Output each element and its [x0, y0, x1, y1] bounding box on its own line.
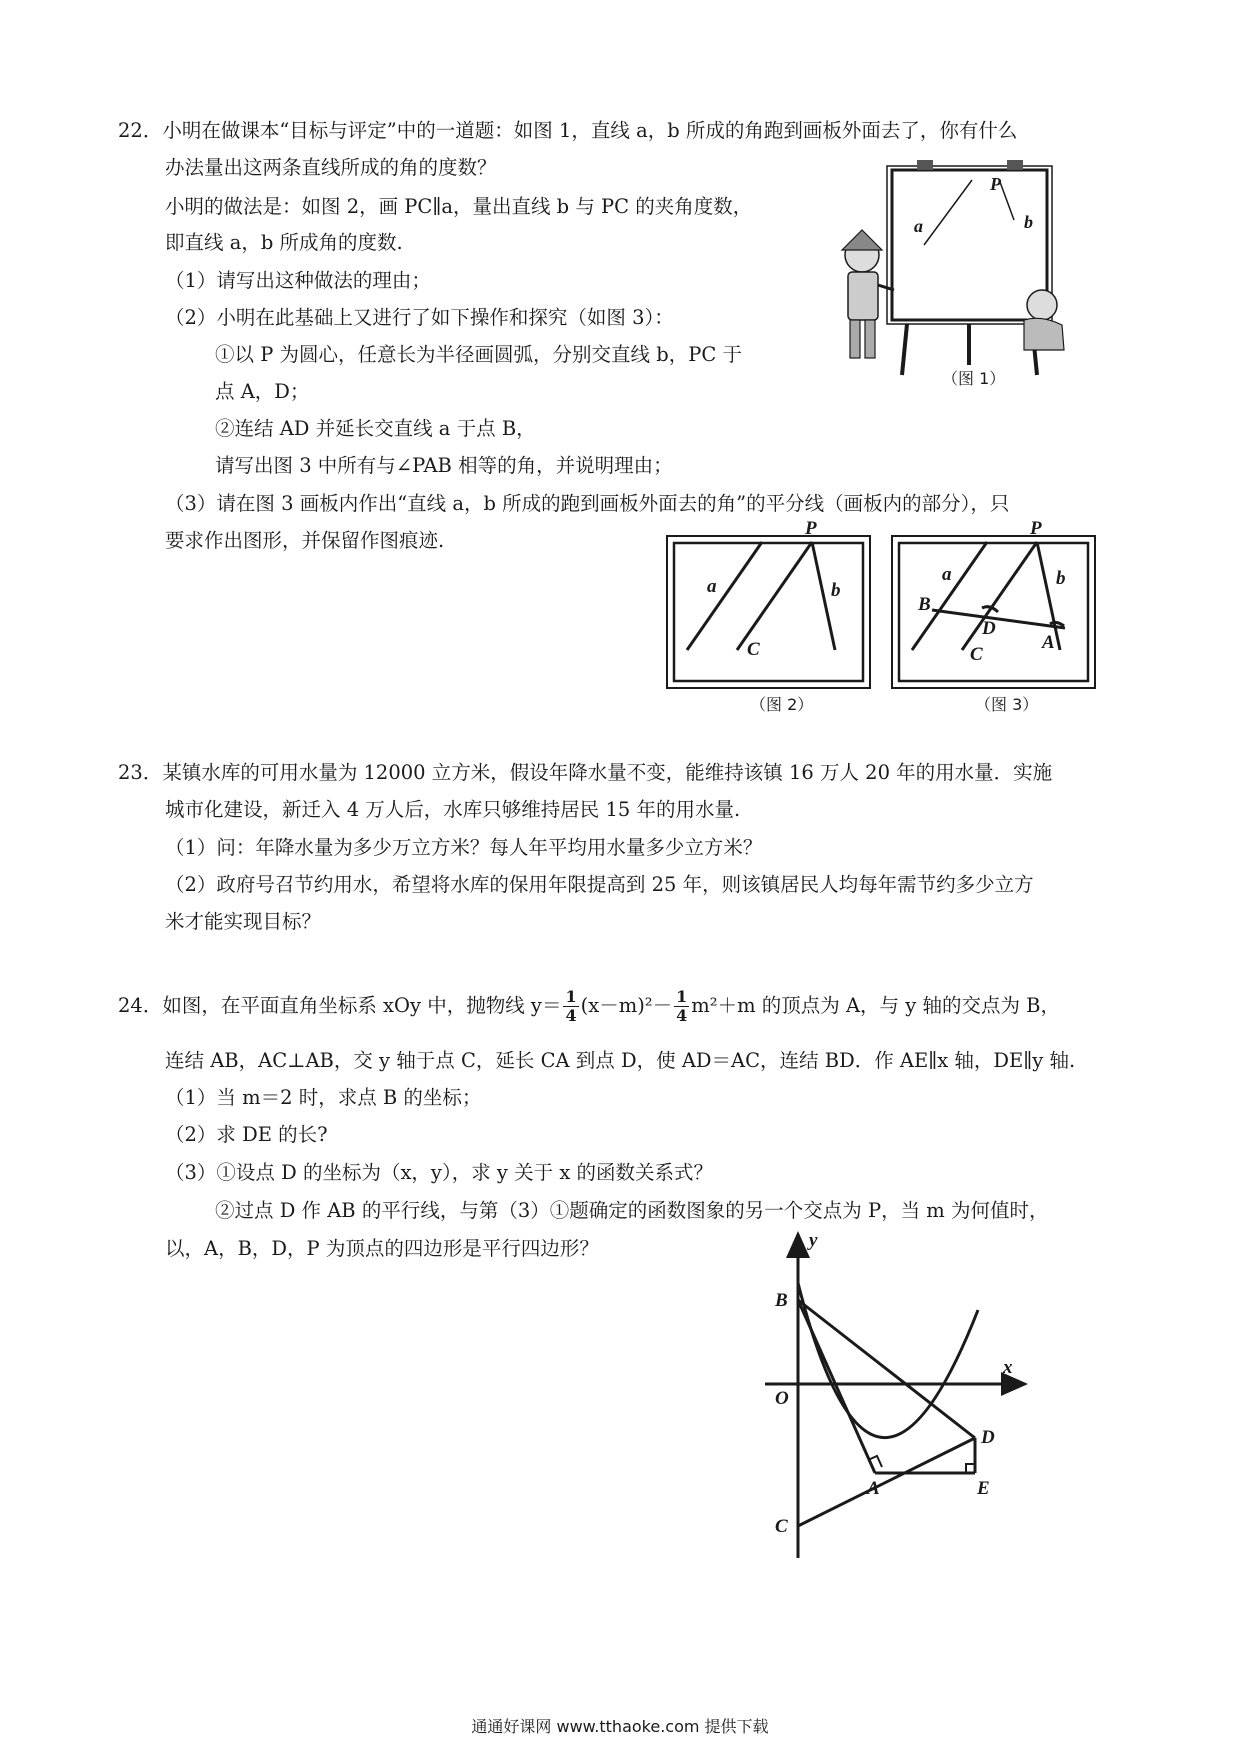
- q24-line1: 24．如图，在平面直角坐标系 xOy 中，抛物线 y＝ $\frac{1}{4}$ (x－m)²－ $\frac{1}{4}$ m²＋m 的顶点为 A，与 y 轴的交点为 B，: [118, 987, 1060, 1025]
- q24-coordinate-diagram: [755, 1228, 1055, 1568]
- fig3-label-B: B: [918, 594, 931, 615]
- q22-part2-ask: 请写出图 3 中所有与∠PAB 相等的角，并说明理由；: [215, 454, 673, 477]
- q24-part1: （1）当 m＝2 时，求点 B 的坐标；: [165, 1086, 482, 1109]
- q24-line2: 连结 AB，AC⊥AB，交 y 轴于点 C，延长 CA 到点 D，使 AD＝AC，连结 BD．作 AE∥x 轴，DE∥y 轴.: [165, 1049, 1076, 1072]
- figure-2-caption: （图 2）: [750, 695, 814, 714]
- q22-line4: 即直线 a，b 所成角的度数.: [165, 231, 403, 254]
- q22-part3-b: 要求作出图形，并保留作图痕迹.: [165, 529, 445, 552]
- q23-part1: （1）问：年降水量为多少万立方米？每人年平均用水量多少立方米？: [165, 836, 763, 859]
- q24-label-C: C: [775, 1516, 788, 1537]
- fraction-one-quarter: $\frac{1}{4}$: [565, 987, 577, 1025]
- q23-number: 23．: [118, 761, 163, 784]
- q22-line2: 办法量出这两条直线所成的角的度数？: [165, 156, 497, 179]
- q24-label-O: O: [775, 1388, 789, 1409]
- figure-3-caption: （图 3）: [975, 695, 1039, 714]
- q24-part2: （2）求 DE 的长?: [165, 1123, 328, 1146]
- figure-3: [890, 512, 1100, 692]
- page-footer: 通通好课网 www.tthaoke.com 提供下载: [471, 1717, 769, 1736]
- fig1-label-b: b: [1024, 212, 1033, 232]
- q23-line1: 23．某镇水库的可用水量为 12000 立方米，假设年降水量不变，能维持该镇 16 万人 20 年的用水量．实施: [118, 761, 1053, 784]
- fig2-label-C: C: [747, 639, 760, 660]
- q23-part2-b: 米才能实现目标？: [165, 910, 322, 933]
- fig3-label-A: A: [1042, 632, 1055, 653]
- figure-1-drawing-board: [832, 150, 1072, 380]
- q22-number: 22．: [118, 119, 163, 142]
- q24-label-A: A: [867, 1478, 880, 1499]
- fig2-label-P: P: [805, 518, 817, 539]
- fig2-label-b: b: [831, 580, 841, 601]
- q24-number: 24．: [118, 994, 163, 1017]
- q22-part2: （2）小明在此基础上又进行了如下操作和探究（如图 3）：: [165, 306, 674, 329]
- fig3-label-b: b: [1056, 568, 1066, 589]
- q22-part1: （1）请写出这种做法的理由；: [165, 269, 431, 292]
- figure-1-caption: （图 1）: [942, 369, 1006, 388]
- q22-part2-step2: ②连结 AD 并延长交直线 a 于点 B，: [215, 417, 536, 440]
- q22-part3-a: （3）请在图 3 画板内作出“直线 a，b 所成的跑到画板外面去的角”的平分线（画板内的部分），只: [165, 492, 1010, 515]
- q24-part3-b2: 以，A，B，D，P 为顶点的四边形是平行四边形？: [165, 1237, 599, 1260]
- q22-line3: 小明的做法是：如图 2，画 PC∥a，量出直线 b 与 PC 的夹角度数，: [165, 195, 753, 218]
- q24-axis-x-label: x: [1003, 1357, 1013, 1378]
- q23-part2-a: （2）政府号召节约用水，希望将水库的保用年限提高到 25 年，则该镇居民人均每年需节约多少立方: [165, 873, 1034, 896]
- q22-part2-step1a: ①以 P 为圆心，任意长为半径画圆弧，分别交直线 b，PC 于: [215, 343, 742, 366]
- fig1-label-a: a: [914, 216, 923, 236]
- figure-2: [665, 512, 875, 692]
- fig1-label-P: P: [990, 174, 1001, 194]
- fig3-label-a: a: [942, 564, 952, 585]
- q24-label-D: D: [981, 1427, 995, 1448]
- q22-part2-step1b: 点 A，D；: [215, 380, 310, 403]
- fraction-one-quarter-2: $\frac{1}{4}$: [676, 987, 688, 1025]
- q24-part3: （3）①设点 D 的坐标为（x，y），求 y 关于 x 的函数关系式？: [165, 1161, 714, 1184]
- q24-axis-y-label: y: [809, 1230, 818, 1251]
- fig3-label-C: C: [970, 644, 983, 665]
- q22-line1: 22．小明在做课本“目标与评定”中的一道题：如图 1，直线 a，b 所成的角跑到画板外面去了，你有什么: [118, 119, 1018, 142]
- fig3-label-D: D: [982, 618, 996, 639]
- q24-label-B: B: [775, 1290, 788, 1311]
- q24-label-E: E: [977, 1478, 990, 1499]
- fig2-label-a: a: [707, 576, 717, 597]
- q24-part3-b1: ②过点 D 作 AB 的平行线，与第（3）①题确定的函数图象的另一个交点为 P，当 m 为何值时，: [215, 1199, 1049, 1222]
- q23-line2: 城市化建设，新迁入 4 万人后，水库只够维持居民 15 年的用水量.: [165, 798, 741, 821]
- fig3-label-P: P: [1030, 518, 1042, 539]
